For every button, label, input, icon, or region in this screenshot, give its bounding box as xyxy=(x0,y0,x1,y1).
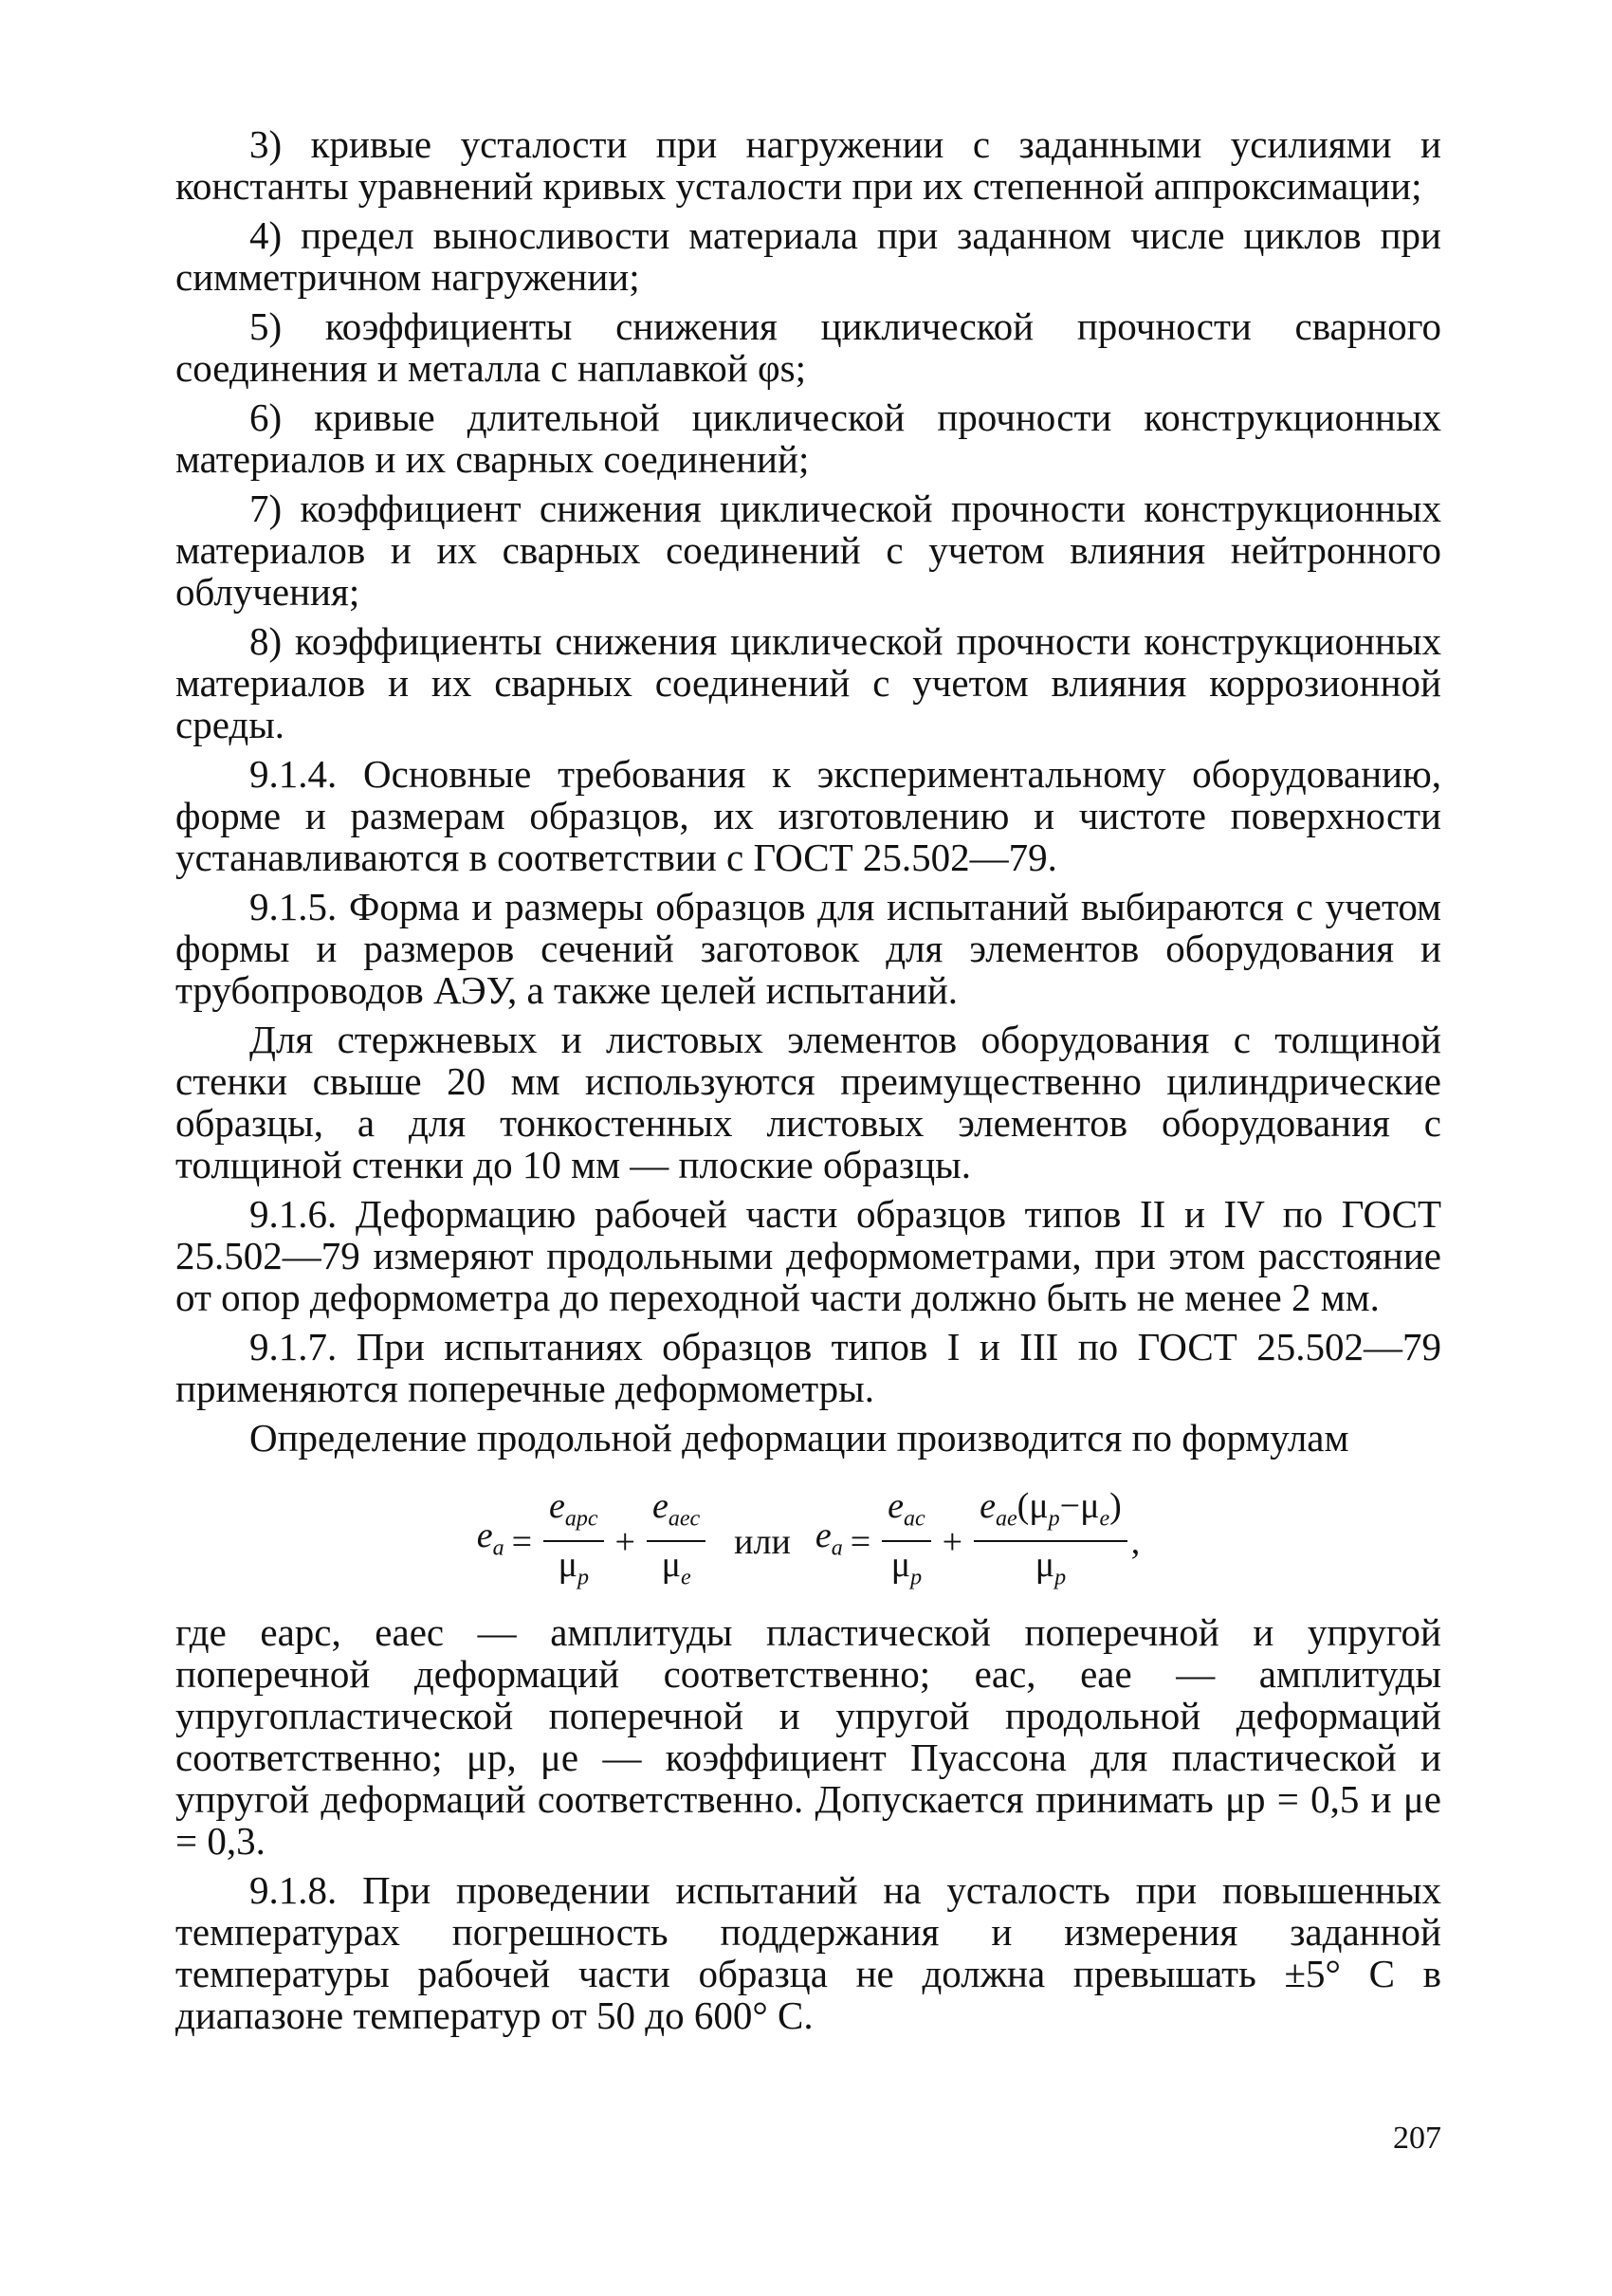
formula-plus-2: + xyxy=(942,1521,963,1562)
fraction-plastic: $\frac{e_{apc}}{\mu_p}$ xyxy=(543,1487,604,1596)
fraction-total: $\frac{e_{ac}}{\mu_p}$ xyxy=(882,1487,931,1596)
formula-or: или xyxy=(734,1521,791,1562)
list-item-4: 4) предел выносливости материала при заданном числе циклов при симметричном нагружении; xyxy=(175,213,1441,299)
strain-formula xyxy=(175,1487,1441,1596)
clause-9-1-7: 9.1.7. При испытаниях образцов типов I и III по ГОСТ 25.502—79 применяются поперечные деформометры. xyxy=(175,1325,1441,1410)
list-item-8: 8) коэффициенты снижения циклической прочности конструкционных материалов и их сварных соединений с учетом влияния коррозионной среды. xyxy=(175,619,1441,746)
list-item-7: 7) коэффициент снижения циклической прочности конструкционных материалов и их сварных соединений с учетом влияния нейтронного облучения; xyxy=(175,487,1441,614)
list-item-3: 3) кривые усталости при нагружении с заданными усилиями и константы уравнений кривых усталости при их степенной аппроксимации; xyxy=(175,122,1441,208)
formula-intro: Определение продольной деформации производится по формулам xyxy=(249,1416,1349,1460)
clause-9-1-8: 9.1.8. При проведении испытаний на усталость при повышенных температурах погрешность поддержания и измерения заданной температуры рабочей части образца не должна превышать ±5° С в диапазоне температур от 50 до 600° С. xyxy=(175,1868,1441,2038)
formula-plus: + xyxy=(614,1521,635,1562)
specimen-paragraph: Для стержневых и листовых элементов оборудования с толщиной стенки свыше 20 мм используются преимущественно цилиндрические образцы, а для тонкостенных листовых элементов оборудования с толщиной стенки до 10 мм — плоские образцы. xyxy=(175,1018,1441,1186)
formula-lhs2: $e_a$ xyxy=(815,1515,843,1561)
list-item-5: 5) коэффициенты снижения циклической прочности сварного соединения и металла с наплавкой φs; xyxy=(175,304,1441,390)
list-item-6: 6) кривые длительной циклической прочности конструкционных материалов и их сварных соединений; xyxy=(175,395,1441,481)
page-number: 207 xyxy=(1393,2121,1441,2156)
formula-legend: где eapc, eaec — амплитуды пластической поперечной и упругой поперечной деформаций соответственно; eac, eae — амплитуды упругопластической поперечной и упругой продольной деформаций соответственно; μp, μe — коэффициент Пуассона для пластической и упругой деформаций соответственно. Допускается принимать μp = 0,5 и μe = 0,3. xyxy=(175,1610,1441,1864)
clause-9-1-4: 9.1.4. Основные требования к экспериментальному оборудованию, форме и размерам образцов, их изготовлению и чистоте поверхности устанавливаются в соответствии с ГОСТ 25.502—79. xyxy=(175,752,1441,879)
clause-9-1-6: 9.1.6. Деформацию рабочей части образцов типов II и IV по ГОСТ 25.502—79 измеряют продольными деформометрами, при этом расстояние от опор деформометра до переходной части должно быть не менее 2 мм. xyxy=(175,1192,1441,1319)
fraction-elastic: $\frac{e_{aec}}{\mu_e}$ xyxy=(647,1487,705,1596)
formula-equals-2: = xyxy=(850,1521,871,1562)
formula-equals: = xyxy=(511,1521,533,1562)
page-body xyxy=(175,123,1441,2044)
formula-lhs1: $e_a$ xyxy=(476,1515,504,1561)
clause-9-1-5: 9.1.5. Форма и размеры образцов для испытаний выбираются с учетом формы и размеров сечений заготовок для элементов оборудования и трубопроводов АЭУ, а также целей испытаний. xyxy=(175,885,1441,1012)
formula-comma: , xyxy=(1130,1521,1141,1562)
fraction-elastic-correction: $\frac{e_{ae}(\mu_p-\mu_e)}{\mu_p}$ xyxy=(974,1487,1127,1596)
